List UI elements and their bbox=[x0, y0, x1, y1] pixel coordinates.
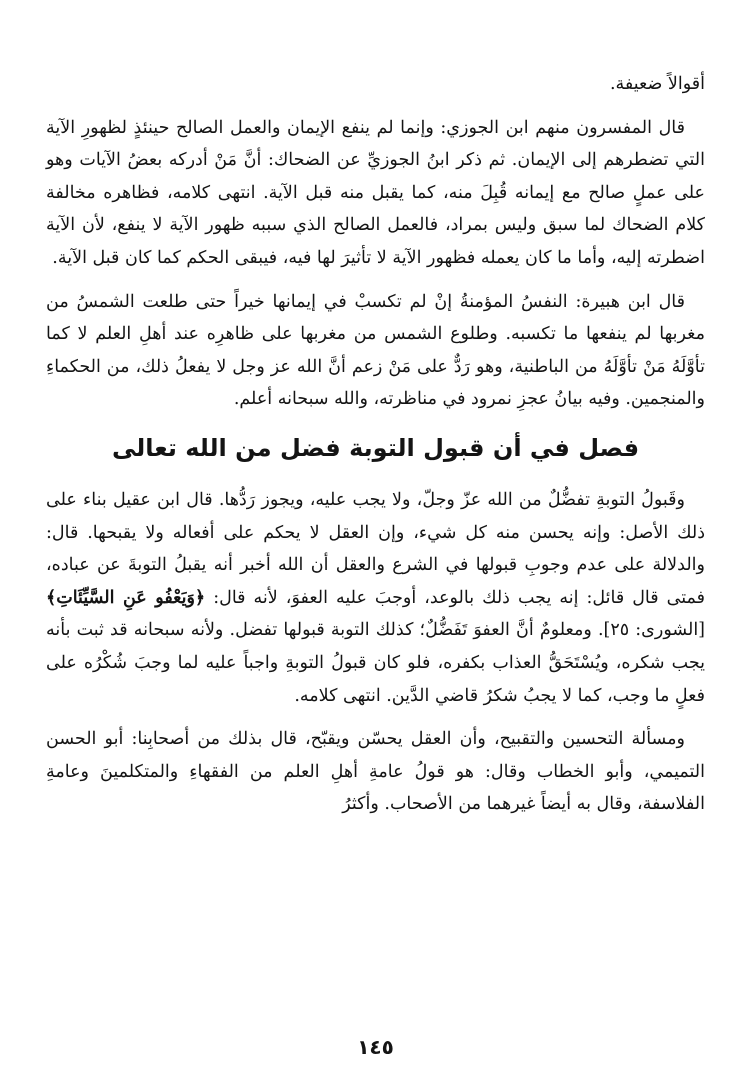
page-number: ١٤٥ bbox=[357, 1035, 394, 1059]
qabul-text-after-verse: [الشورى: ٢٥]. ومعلومٌ أنَّ العفوَ تَفَضُّلٌ؛ كذلك التوبة قبولها تفضل. ولأنه سبحانه قد ثبت بأنه يجب شكره، ويُسْتَحَقُّ العذاب بكفره، فلو كان قبولُ التوبةِ واجباً عليه لما وجبَ شُكْرُه على فعلٍ ما وجب، كما لا يجبُ شكرُ قاضي الدَّين. انتهى كلامه. bbox=[46, 620, 706, 706]
paragraph-ibn-hubayra: قال ابن هبيرة: النفسُ المؤمنةُ إنْ لم تكسبْ في إيمانها خيراً حتى طلعت الشمسُ من مغربها لم ينفعها ما تكسبه. وطلوع الشمس من مغربها على ظاهرِه عند أهلِ العلم لا كما تأوَّلَهُ مَنْ تأوَّلَهُ من الباطنية، وهو رَدٌّ على مَنْ زعم أنَّ الله عز وجل لا يفعلُ ذلك، من الحكماءِ والمنجمين. وفيه بيانُ عجزِ نمرود في مناظرته، والله سبحانه أعلم. bbox=[46, 291, 705, 410]
paragraph-mufassirun: قال المفسرون منهم ابن الجوزي: وإنما لم ينفع الإيمان والعمل الصالح حينئذٍ لظهورِ الآية التي تضطرهم إلى الإيمان. ثم ذكر ابنُ الجوزيِّ عن الضحاك: أنَّ مَنْ أدركه بعضُ الآيات وهو على عملٍ صالح مع إيمانه قُبِلَ منه، كما يقبل منه قبل الآية. انتهى كلامه، فظاهره مخالفة كلام الضحاك لما سبق وليس بمراد، فالعمل الصالح الذي سببه ظهور الآية لا ينفع، لأن الآية اضطرته إليه، وأما ما كان يعمله فظهور الآية لا تأثيرَ لها فيه، فيبقى الحكم كما كان قبل الآية. bbox=[46, 117, 706, 268]
paragraph-tahsin-taqbih: ومسألة التحسين والتقبيح، وأن العقل يحسّن ويقبّح، قال بذلك من أصحابِنا: أبو الحسن التميمي، وأبو الخطاب وقال: هو قولُ عامةِ أهلِ العلم من الفقهاءِ والمتكلمينَ وعامةِ الفلاسفة، وقال به أيضاً غيرهما من الأصحاب. وأكثرُ bbox=[46, 729, 705, 815]
carryover-text: أقوالاً ضعيفة. bbox=[609, 74, 705, 94]
paragraph-qabul-tawba bbox=[46, 484, 705, 712]
qabul-text-before-verse: وقَبولُ التوبةِ تفضُّلٌ من الله عزّ وجلّ، ولا يجب عليه، ويجوز رَدُّها. قال ابن عقيل بناء على ذلك الأصل: وإنه يحسن منه كل شيء، وإن العقل لا يحكم على أفعاله ولا يقبحها. قال: والدلالة على عدم وجوبِ قبولها في الشرع والعقل أن الله أخبر أنه يقبلُ التوبةَ عن عباده، فمتى قال قائل: إنه يجب ذلك بالوعد، أوجبَ عليه العفوَ، لأنه قال: bbox=[46, 489, 705, 608]
quran-verse: ﴿وَيَعْفُو عَنِ السَّيِّئَاتِ﴾ bbox=[46, 587, 206, 608]
section-heading: فصل في أن قبول التوبة فضل من الله تعالى bbox=[111, 433, 640, 462]
